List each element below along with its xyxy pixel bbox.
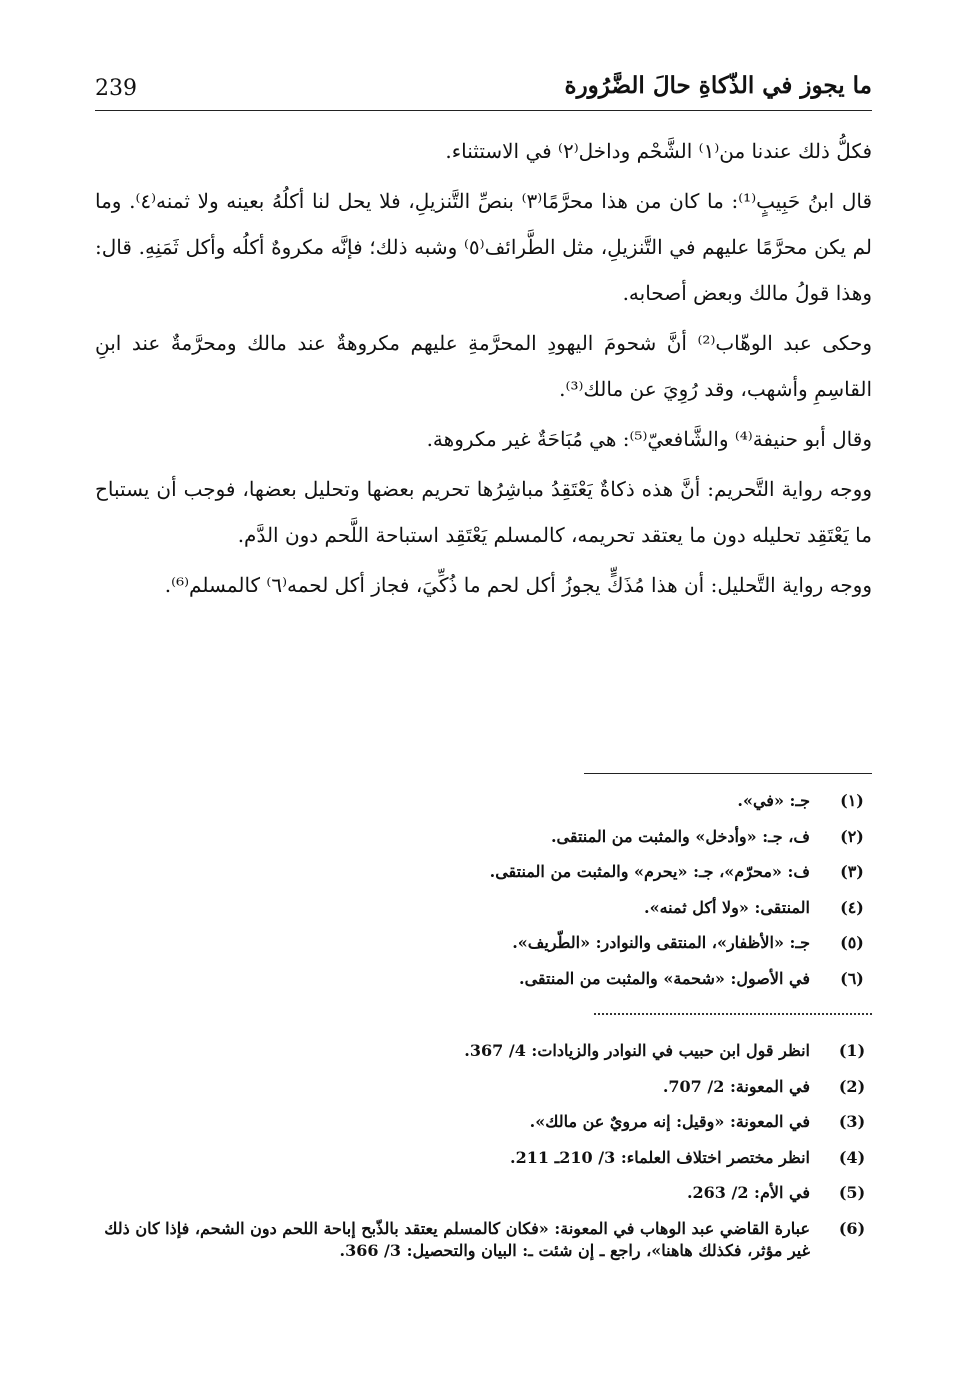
footnote-number: (5) [838, 1183, 866, 1202]
footnote [95, 932, 872, 954]
footnote-number: (1) [838, 1041, 866, 1060]
footnote-text: في الأصول: «شحمة» والمثبت من المنتقى. [519, 968, 810, 988]
footnote [95, 1147, 872, 1169]
footnote-number: (٢) [840, 826, 864, 846]
footnote-text: انظر قول ابن حبيب في النوادر والزيادات: 4/ 367. [464, 1041, 810, 1060]
footnote-number: (٤) [840, 897, 864, 917]
footnote-number: (3) [838, 1112, 866, 1131]
footnotes-variants [95, 790, 872, 1003]
footnote [95, 897, 872, 919]
footnotes-references [95, 1040, 872, 1275]
footnote [95, 790, 872, 812]
footnote-text: انظر مختصر اختلاف العلماء: 3/ 210ـ 211. [510, 1147, 810, 1167]
footnote-dotted-separator [594, 1013, 872, 1015]
footnote-text: في المعونة: «وقيل: إنه مرويٌ عن مالك». [529, 1112, 810, 1131]
paragraph: وحكى عبد الوهّاب⁽²⁾ أنَّ شحومَ اليهودِ المحرَّمةِ عليهم مكروهةٌ عند مالك ومحرَّمةٌ عند ابنِ القاسِمِ وأشهب، وقد رُوِيَ عن مالك⁽³⁾. [95, 331, 873, 401]
footnote [95, 1182, 872, 1204]
footnote-number: (٥) [840, 933, 864, 952]
footnote-number: (4) [838, 1147, 866, 1167]
footnote-number: (2) [838, 1076, 866, 1096]
footnote [95, 826, 872, 848]
page-header [95, 68, 872, 108]
footnote-text: ف، جـ: «وأدخل» والمثبت من المنتقى. [550, 826, 810, 846]
footnote [95, 1111, 872, 1133]
footnote [95, 861, 872, 883]
footnote [95, 1218, 872, 1262]
footnote-number: (٦) [840, 968, 864, 988]
paragraph: ووجه رواية التَّحريم: أنَّ هذه ذكاةٌ يَعْتَقِدُ مباشِرُها تحريم بعضها وتحليل بعضها، فوجب أن يستباح ما يَعْتَقِد تحليله دون ما يعتقد تحريمه، كالمسلم يَعْتَقِد استباحة اللَّحم دون الدَّم. [95, 477, 872, 547]
footnote-text: في الأم: 2/ 263. [686, 1183, 810, 1202]
footnote [95, 968, 872, 990]
paragraph: فكلُّ ذلك عندنا من⁽١⁾ الشَّحْم وداخل⁽٢⁾ في الاستثناء. [445, 139, 872, 163]
footnote-number: (١) [840, 791, 864, 810]
page-number: 239 [95, 76, 137, 101]
footnote-text: ف: «محرّم»، جـ: «يحرم» والمثبت من المنتقى. [489, 862, 810, 881]
paragraph: قال ابنُ حَبِيبٍ⁽¹⁾: ما كان من هذا محرَّمًا⁽٣⁾ بنصِّ التَّنزيلِ، فلا يحل لنا أكلُهُ بعينه ولا ثمنه⁽٤⁾. وما لم يكن محرَّمًا عليهم في التَّنزيلِ، مثل الطَّرائف⁽٥⁾ وشبه ذلك؛ فإنَّه مكروهٌ أكلُه وأكل ثَمَنِهِ. قال: وهذا قولُ مالك وبعض أصحابه. [95, 189, 873, 305]
paragraph: ووجه رواية التَّحليل: أن هذا مُذَكٍّ يجوزُ أكل لحم ما ذُكِّيَ، فجاز أكل لحمه⁽٦⁾ كالمسلم⁽⁶⁾. [164, 573, 872, 597]
header-rule [95, 110, 872, 111]
paragraph: وقال أبو حنيفة⁽⁴⁾ والشَّافعيّ⁽⁵⁾: هي مُبَاحَةٌ غير مكروهة. [426, 427, 872, 451]
footnote-text: عبارة القاضي عبد الوهاب في المعونة: «فكان كالمسلم يعتقد بالذّبح إباحة اللحم دون الشحم، فإذا كان ذلك غير مؤثر، فكذلك هاهنا»، راجع ـ إن شئت ـ: البيان والتحصيل: 3/ 366. [104, 1218, 810, 1260]
main-text [95, 128, 872, 608]
footnote-text: جـ: «في». [737, 791, 810, 810]
footnote-text: جـ: «الأظفار»، المنتقى والنوادر: «الطّريف». [512, 933, 810, 952]
running-head: ما يجوز في الذّكاةِ حالَ الضَّرُورة [564, 72, 872, 99]
footnote-number: (6) [838, 1218, 866, 1238]
footnote [95, 1040, 872, 1062]
footnote-text: المنتقى: «ولا أكل ثمنه». [644, 897, 810, 917]
footnote [95, 1076, 872, 1098]
footnote-rule [584, 773, 872, 774]
footnote-number: (٣) [840, 862, 864, 881]
footnote-text: في المعونة: 2/ 707. [662, 1076, 810, 1096]
